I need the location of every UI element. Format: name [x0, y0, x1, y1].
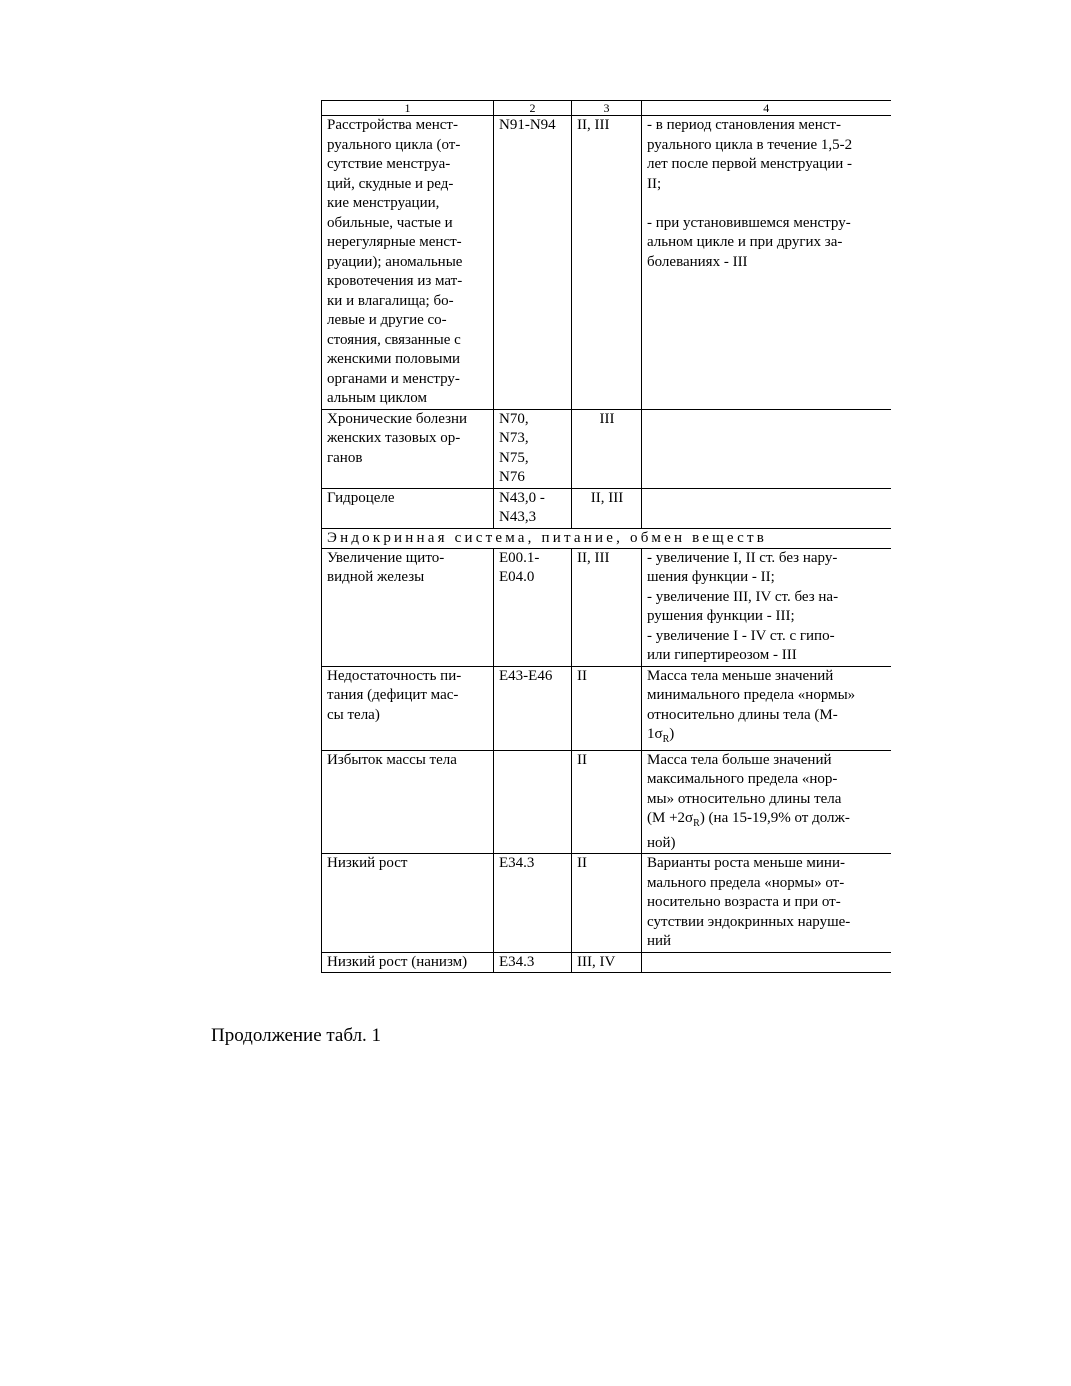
column-header: 4 — [642, 101, 891, 116]
section-row — [322, 528, 891, 548]
disease-name-cell: Увеличение щито- видной железы — [322, 548, 494, 666]
column-header: 2 — [494, 101, 572, 116]
icd-code-cell: E43-E46 — [494, 666, 572, 750]
table-row — [322, 952, 891, 973]
note-cell — [642, 666, 891, 750]
table-row — [322, 854, 891, 953]
table-header-row — [322, 101, 891, 116]
note-cell — [642, 409, 891, 488]
sigma-subscript: R — [662, 734, 670, 745]
category-cell: II, III — [572, 116, 642, 410]
disease-name-cell: Гидроцеле — [322, 488, 494, 528]
table-row — [322, 409, 891, 488]
icd-code-cell: N43,0 - N43,3 — [494, 488, 572, 528]
category-cell: II — [572, 854, 642, 953]
table-row — [322, 116, 891, 410]
category-cell: II — [572, 750, 642, 854]
category-cell: III — [572, 409, 642, 488]
category-cell: III, IV — [572, 952, 642, 973]
table-continuation-caption: Продолжение табл. 1 — [211, 1025, 382, 1046]
note-cell — [642, 952, 891, 973]
disease-name-cell: Расстройства менст- руального цикла (от- сутствие менструа- ций, скудные и ред- кие менструации, обильные, частые и нерегулярные менст- руации); аномальные кровотечения из мат- ки и влагалища; бо- левые и другие со- стояния, связанные с женскими половыми органами и менстру- альным циклом — [322, 116, 494, 410]
icd-code-cell: N70, N73, N75, N76 — [494, 409, 572, 488]
table-row — [322, 488, 891, 528]
disease-name-cell: Хронические болезни женских тазовых ор- ганов — [322, 409, 494, 488]
note-text: Масса тела больше значений максимального предела «нор- мы» относительно длины тела (M +2σ — [647, 751, 842, 826]
diagnosis-table — [321, 100, 891, 973]
category-cell: II, III — [572, 488, 642, 528]
note-cell: Варианты роста меньше мини- мального предела «нормы» от- носительно возраста и при от- сутствии эндокринных наруше- ний — [642, 854, 891, 953]
disease-name-cell: Низкий рост — [322, 854, 494, 953]
disease-name-cell: Низкий рост (нанизм) — [322, 952, 494, 973]
disease-name-cell: Избыток массы тела — [322, 750, 494, 854]
note-text: Масса тела меньше значений минимального предела «нормы» относительно длины тела (М- 1σ — [647, 667, 856, 742]
note-cell — [642, 488, 891, 528]
icd-code-cell: E34.3 — [494, 854, 572, 953]
icd-code-cell: E34.3 — [494, 952, 572, 973]
note-cell: - увеличение I, II ст. без нару- шения функции - II; - увеличение III, IV ст. без на- рушения функции - III; - увеличение I - IV ст. с гипо- или гипертиреозом - III — [642, 548, 891, 666]
sigma-subscript: R — [693, 818, 700, 829]
note-text-end: ) (на 15-19,9% от долж- ной) — [647, 810, 850, 851]
table-row — [322, 750, 891, 854]
category-cell: II, III — [572, 548, 642, 666]
note-cell: - в период становления менст- руального цикла в течение 1,5-2 лет после первой менструации - II; - при установившемся менстру- альном цикле и при других за- болеваниях - III — [642, 116, 891, 410]
table-row — [322, 666, 891, 750]
section-title: Эндокринная система, питание, обмен веществ — [322, 528, 891, 548]
note-cell — [642, 750, 891, 854]
icd-code-cell: N91-N94 — [494, 116, 572, 410]
column-header: 1 — [322, 101, 494, 116]
icd-code-cell: E00.1- E04.0 — [494, 548, 572, 666]
category-cell: II — [572, 666, 642, 750]
disease-name-cell: Недостаточность пи- тания (дефицит мас- сы тела) — [322, 666, 494, 750]
table-row — [322, 548, 891, 666]
column-header: 3 — [572, 101, 642, 116]
note-text-end: ) — [669, 726, 675, 742]
icd-code-cell — [494, 750, 572, 854]
